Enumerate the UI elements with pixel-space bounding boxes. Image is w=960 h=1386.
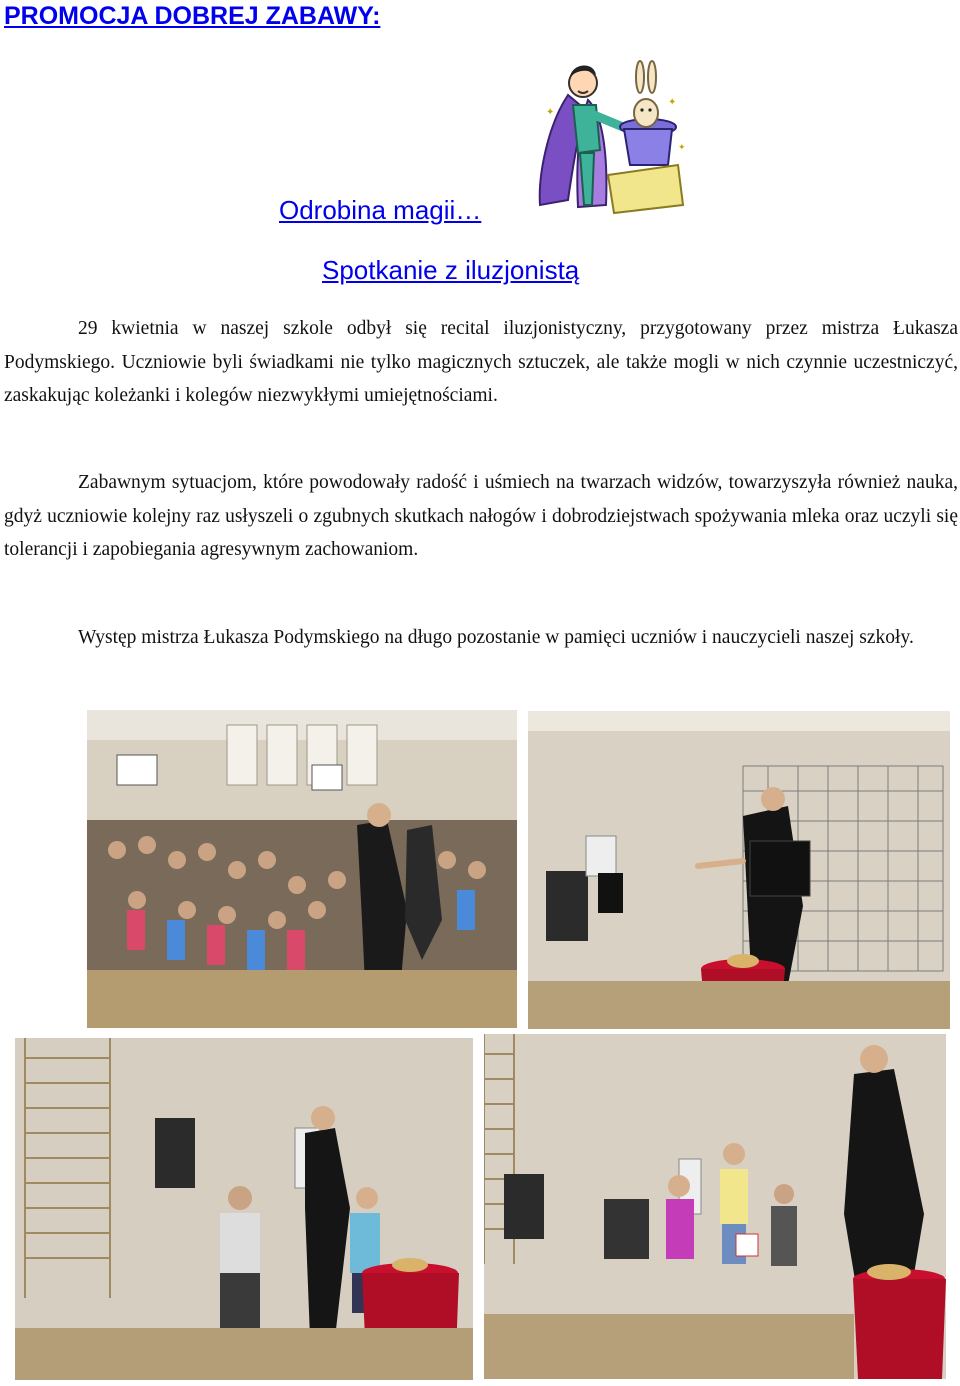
magician-clipart [528,55,690,215]
photo-children-with-magician [484,1034,946,1379]
page-title[interactable]: PROMOCJA DOBREJ ZABAWY: [4,2,381,30]
subtitle-link[interactable]: Odrobina magii… [279,195,482,225]
article-paragraph-2: Zabawnym sytuacjom, które powodowały radość i uśmiech na twarzach widzów, towarzyszyła również nauka, gdyż uczniowie kolejny raz usłyszeli o zgubnych skutkach nałogów i dobrodziejstwach spożywania mleka oraz uczyli się tolerancji i zapobiegania agresywnym zachowaniom. [4,472,958,561]
svg-text:✦: ✦ [668,97,677,108]
svg-text:✦: ✦ [546,107,555,118]
article-paragraph-1: 29 kwietnia w naszej szkole odbył się recital iluzjonistyczny, przygotowany przez mistrza Łukasza Podymskiego. Uczniowie byli świadkami nie tylko magicznych sztuczek, ale także mogli w nich czynnie uczestniczyć, zaskakując koleżanki i kolegów niezwykłymi umiejętnościami. [4,318,958,407]
photo-magician-box [528,711,950,1029]
article-paragraph-3: Występ mistrza Łukasza Podymskiego na długo pozostanie w pamięci uczniów i nauczycieli naszej szkoły. [78,627,914,648]
photo-audience [87,710,517,1028]
event-title-link[interactable]: Spotkanie z iluzjonistą [322,255,580,285]
svg-text:✦: ✦ [678,142,686,152]
photo-children-on-stage [15,1038,473,1380]
